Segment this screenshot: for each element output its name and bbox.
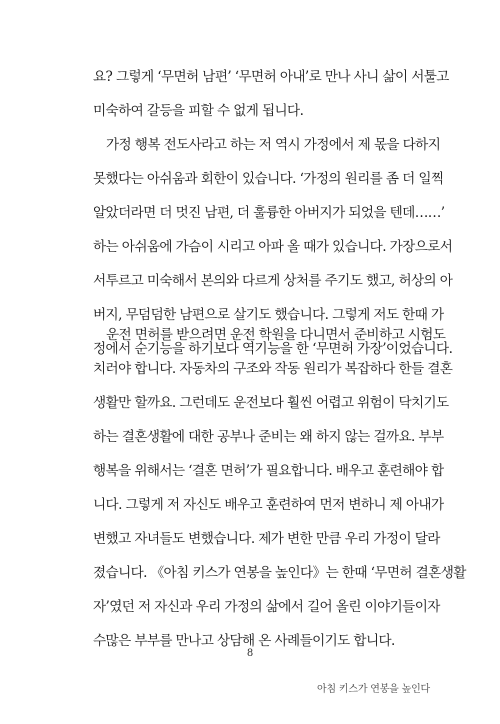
text-line: 알았더라면 더 멋진 남편, 더 훌륭한 아버지가 되었을 텐데……’ [93, 205, 445, 221]
text-line: 못했다는 아쉬움과 회한이 있습니다. ‘가정의 원리를 좀 더 일찍 [93, 171, 444, 187]
text-line: 요? 그렇게 ‘무면허 남편’ ‘무면허 아내’로 만나 사니 삶이 서툴고 [93, 69, 449, 85]
text-line: 미숙하여 갈등을 피할 수 없게 됩니다. [93, 103, 304, 119]
text-line: 정에서 순기능을 하기보다 역기능을 한 ‘무면허 가장’이었습니다. [93, 341, 453, 357]
text-line: 자’였던 저 자신과 우리 가정의 삶에서 길어 올린 이야기들이자 [93, 599, 440, 615]
text-line: 행복을 위해서는 ‘결혼 면허’가 필요합니다. 배우고 훈련해야 합 [93, 463, 444, 479]
running-title: 아침 키스가 연봉을 높인다 [317, 684, 430, 695]
paragraph-start-line: 가정 행복 전도사라고 하는 저 역시 가정에서 제 몫을 다하지 [106, 137, 441, 153]
text-line: 서투르고 미숙해서 본의와 다르게 상처를 주기도 했고, 허상의 아 [93, 273, 453, 289]
text-line: 생활만 할까요. 그런데도 운전보다 훨씬 어렵고 위험이 닥치기도 [93, 395, 449, 411]
text-line: 치러야 합니다. 자동차의 구조와 작동 원리가 복잡하다 한들 결혼 [93, 361, 453, 377]
text-line: 졌습니다. 《아침 키스가 연봉을 높인다》는 한때 ‘무면허 결혼생활 [93, 565, 466, 581]
text-line: 니다. 그렇게 저 자신도 배우고 훈련하여 먼저 변하니 제 아내가 [93, 497, 444, 513]
text-line: 변했고 자녀들도 변했습니다. 제가 변한 만큼 우리 가정이 달라 [93, 531, 440, 547]
paragraph-start-line: 운전 면허를 받으려면 운전 학원을 다니면서 준비하고 시험도 [106, 327, 446, 343]
text-line: 수많은 부부를 만나고 상담해 온 사례들이기도 합니다. [93, 633, 395, 649]
text-line: 하는 아쉬움에 가슴이 시리고 아파 올 때가 있습니다. 가장으로서 [93, 239, 453, 255]
page-number: 8 [246, 648, 254, 659]
text-line: 하는 결혼생활에 대한 공부나 준비는 왜 하지 않는 걸까요. 부부 [93, 429, 444, 445]
text-line: 버지, 무덤덤한 남편으로 살기도 했습니다. 그렇게 저도 한때 가 [93, 307, 444, 323]
paragraph-group-2 [93, 318, 466, 658]
